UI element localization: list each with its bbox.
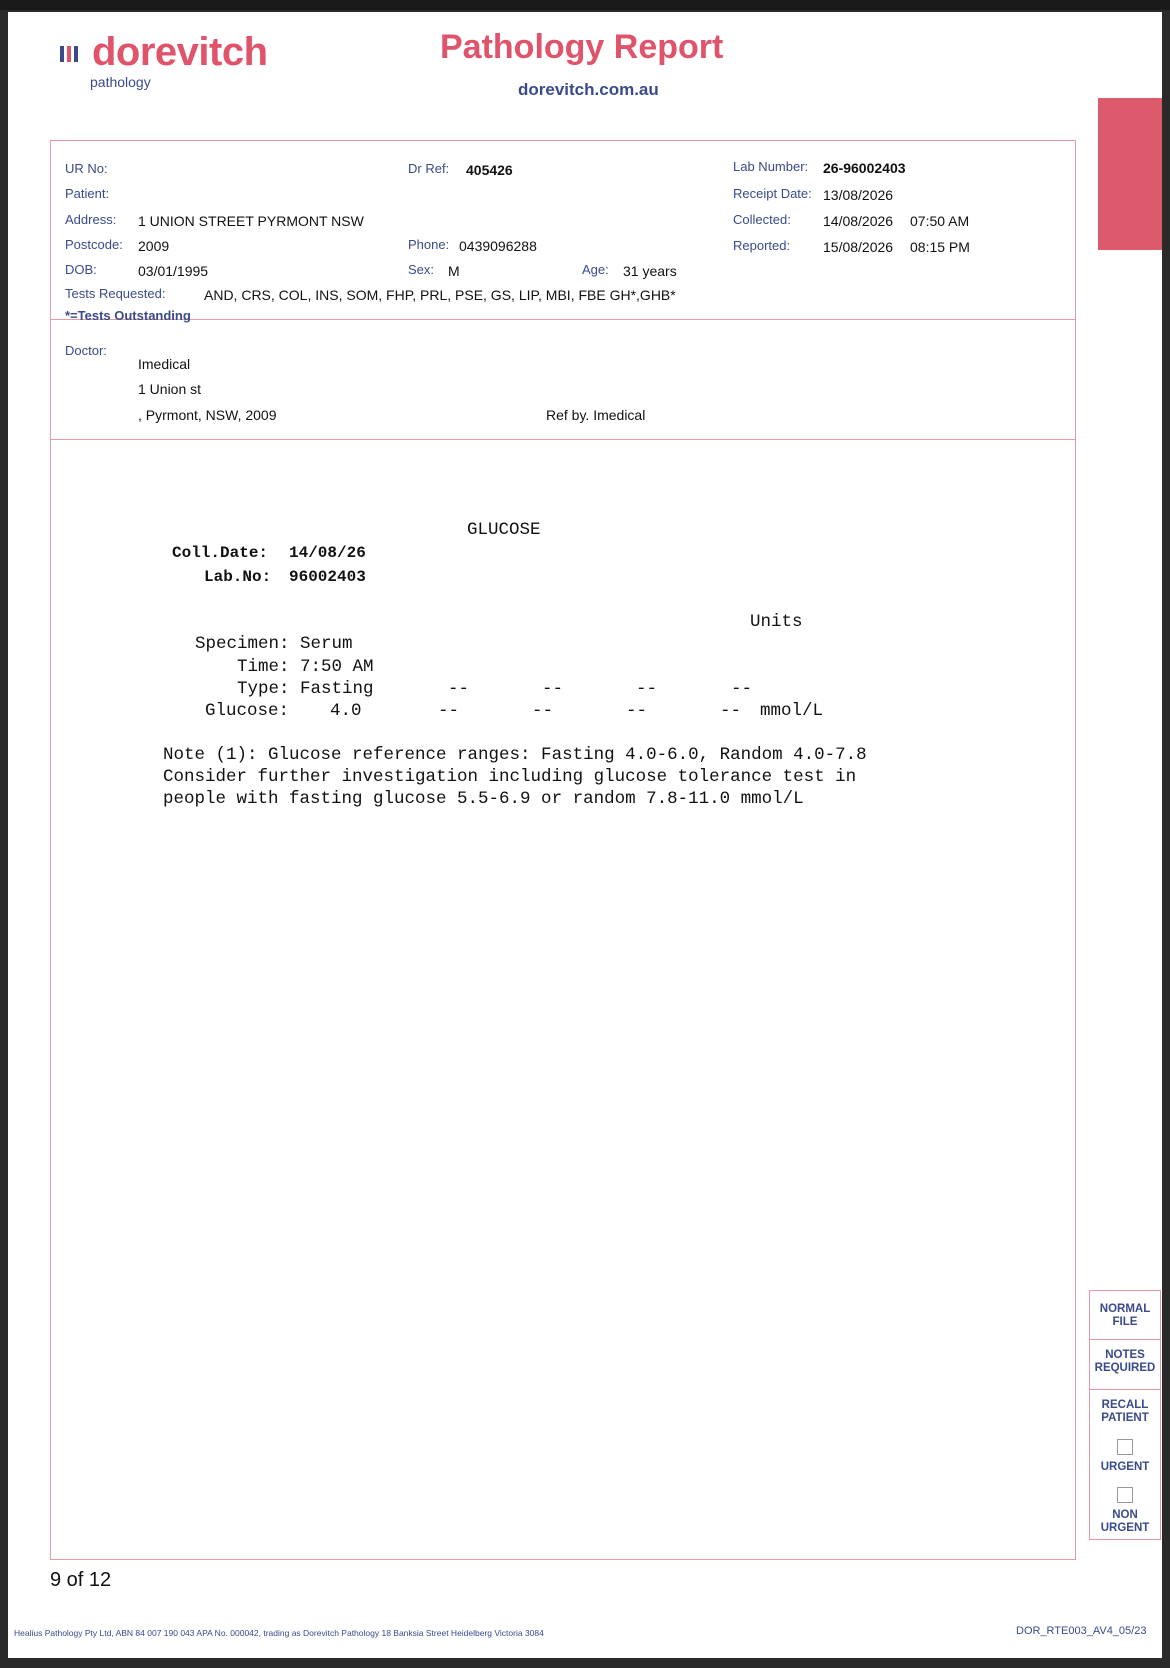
- dr-ref-value: 405426: [466, 162, 513, 178]
- normal-file-label[interactable]: NORMAL FILE: [1099, 1303, 1151, 1328]
- glucose-placeholder-4: --: [720, 701, 742, 721]
- logo-name: dorevitch: [92, 30, 268, 74]
- non-urgent-label: NON URGENT: [1100, 1509, 1150, 1534]
- section-title: GLUCOSE: [467, 520, 541, 540]
- postcode-value: 2009: [138, 238, 170, 254]
- glucose-units: mmol/L: [760, 701, 824, 721]
- status-divider: [1090, 1339, 1160, 1340]
- collected-date: 14/08/2026: [823, 213, 894, 229]
- side-colour-tab: [1098, 98, 1162, 250]
- time-value: 7:50 AM: [300, 657, 374, 677]
- type-placeholder-2: --: [542, 679, 564, 699]
- address-label: Address:: [65, 212, 117, 227]
- type-value: Fasting: [300, 679, 374, 699]
- lab-number-value: 26-96002403: [823, 160, 906, 176]
- glucose-value: 4.0: [330, 701, 362, 721]
- collected-label: Collected:: [733, 212, 791, 227]
- sex-label: Sex:: [408, 262, 435, 277]
- report-page: [8, 12, 1162, 1658]
- tests-outstanding-note: *=Tests Outstanding: [65, 308, 191, 323]
- results-box: [50, 440, 1076, 1560]
- dr-ref-label: Dr Ref:: [408, 161, 450, 176]
- coll-date-value: 14/08/26: [289, 544, 366, 562]
- phone-value: 0439096288: [459, 238, 537, 254]
- lab-no-value: 96002403: [289, 568, 366, 586]
- lab-no-label: Lab.No:: [204, 568, 272, 586]
- type-label: Type:: [237, 679, 290, 699]
- address-value: 1 UNION STREET PYRMONT NSW: [138, 213, 364, 229]
- doctor-street: 1 Union st: [138, 381, 202, 397]
- glucose-placeholder-1: --: [438, 701, 460, 721]
- reported-time: 08:15 PM: [910, 239, 970, 255]
- collected-time: 07:50 AM: [910, 213, 970, 229]
- postcode-label: Postcode:: [65, 237, 123, 252]
- specimen-label: Specimen:: [195, 634, 290, 654]
- dob-value: 03/01/1995: [138, 263, 209, 279]
- report-title: Pathology Report: [440, 28, 724, 66]
- type-placeholder-1: --: [448, 679, 470, 699]
- reported-label: Reported:: [733, 238, 791, 253]
- page-indicator: 9 of 12: [50, 1569, 112, 1591]
- website-link[interactable]: dorevitch.com.au: [518, 80, 659, 99]
- lab-number-label: Lab Number:: [733, 159, 809, 174]
- glucose-label: Glucose:: [205, 701, 290, 721]
- reported-date: 15/08/2026: [823, 239, 894, 255]
- recall-patient-label[interactable]: RECALL PATIENT: [1101, 1399, 1149, 1424]
- age-value: 31 years: [623, 263, 677, 279]
- glucose-placeholder-2: --: [532, 701, 554, 721]
- specimen-value: Serum: [300, 634, 353, 654]
- receipt-date-label: Receipt Date:: [733, 186, 812, 201]
- note-line-2: Consider further investigation including glucose tolerance test in: [163, 767, 857, 787]
- coll-date-label: Coll.Date:: [172, 544, 269, 562]
- units-header: Units: [750, 612, 803, 632]
- type-placeholder-3: --: [636, 679, 658, 699]
- glucose-placeholder-3: --: [626, 701, 648, 721]
- time-label: Time:: [237, 657, 290, 677]
- doctor-city: , Pyrmont, NSW, 2009: [138, 407, 277, 423]
- non-urgent-checkbox[interactable]: [1117, 1487, 1133, 1503]
- form-code: DOR_RTE003_AV4_05/23: [1016, 1625, 1147, 1637]
- notes-required-label[interactable]: NOTES REQUIRED: [1094, 1349, 1156, 1374]
- urgent-checkbox[interactable]: [1117, 1439, 1133, 1455]
- tests-requested-value: AND, CRS, COL, INS, SOM, FHP, PRL, PSE, GS, LIP, MBI, FBE GH*,GHB*: [204, 287, 676, 303]
- age-label: Age:: [582, 262, 609, 277]
- phone-label: Phone:: [408, 237, 450, 252]
- dorevitch-logo-icon: [60, 42, 86, 68]
- dob-label: DOB:: [65, 262, 97, 277]
- ref-by: Ref by. Imedical: [546, 407, 646, 423]
- urgent-label: URGENT: [1100, 1461, 1150, 1473]
- doctor-name: Imedical: [138, 356, 191, 372]
- doctor-label: Doctor:: [65, 343, 107, 358]
- status-panel: [1089, 1290, 1161, 1540]
- note-line-3: people with fasting glucose 5.5-6.9 or random 7.8-11.0 mmol/L: [163, 789, 804, 809]
- tests-requested-label: Tests Requested:: [65, 286, 166, 301]
- sex-value: M: [448, 263, 460, 279]
- logo-subtitle: pathology: [90, 74, 151, 90]
- note-line-1: Note (1): Glucose reference ranges: Fasting 4.0-6.0, Random 4.0-7.8: [163, 745, 867, 765]
- type-placeholder-4: --: [731, 679, 753, 699]
- company-footer: Healius Pathology Pty Ltd, ABN 84 007 190 043 APA No. 000042, trading as Dorevitch Pathology 18 Banksia Street Heidelberg Victoria 3084: [14, 1628, 544, 1638]
- receipt-date-value: 13/08/2026: [823, 187, 894, 203]
- window-top-bar: [0, 0, 1170, 10]
- status-divider: [1090, 1389, 1160, 1390]
- ur-no-label: UR No:: [65, 161, 108, 176]
- patient-label: Patient:: [65, 186, 110, 201]
